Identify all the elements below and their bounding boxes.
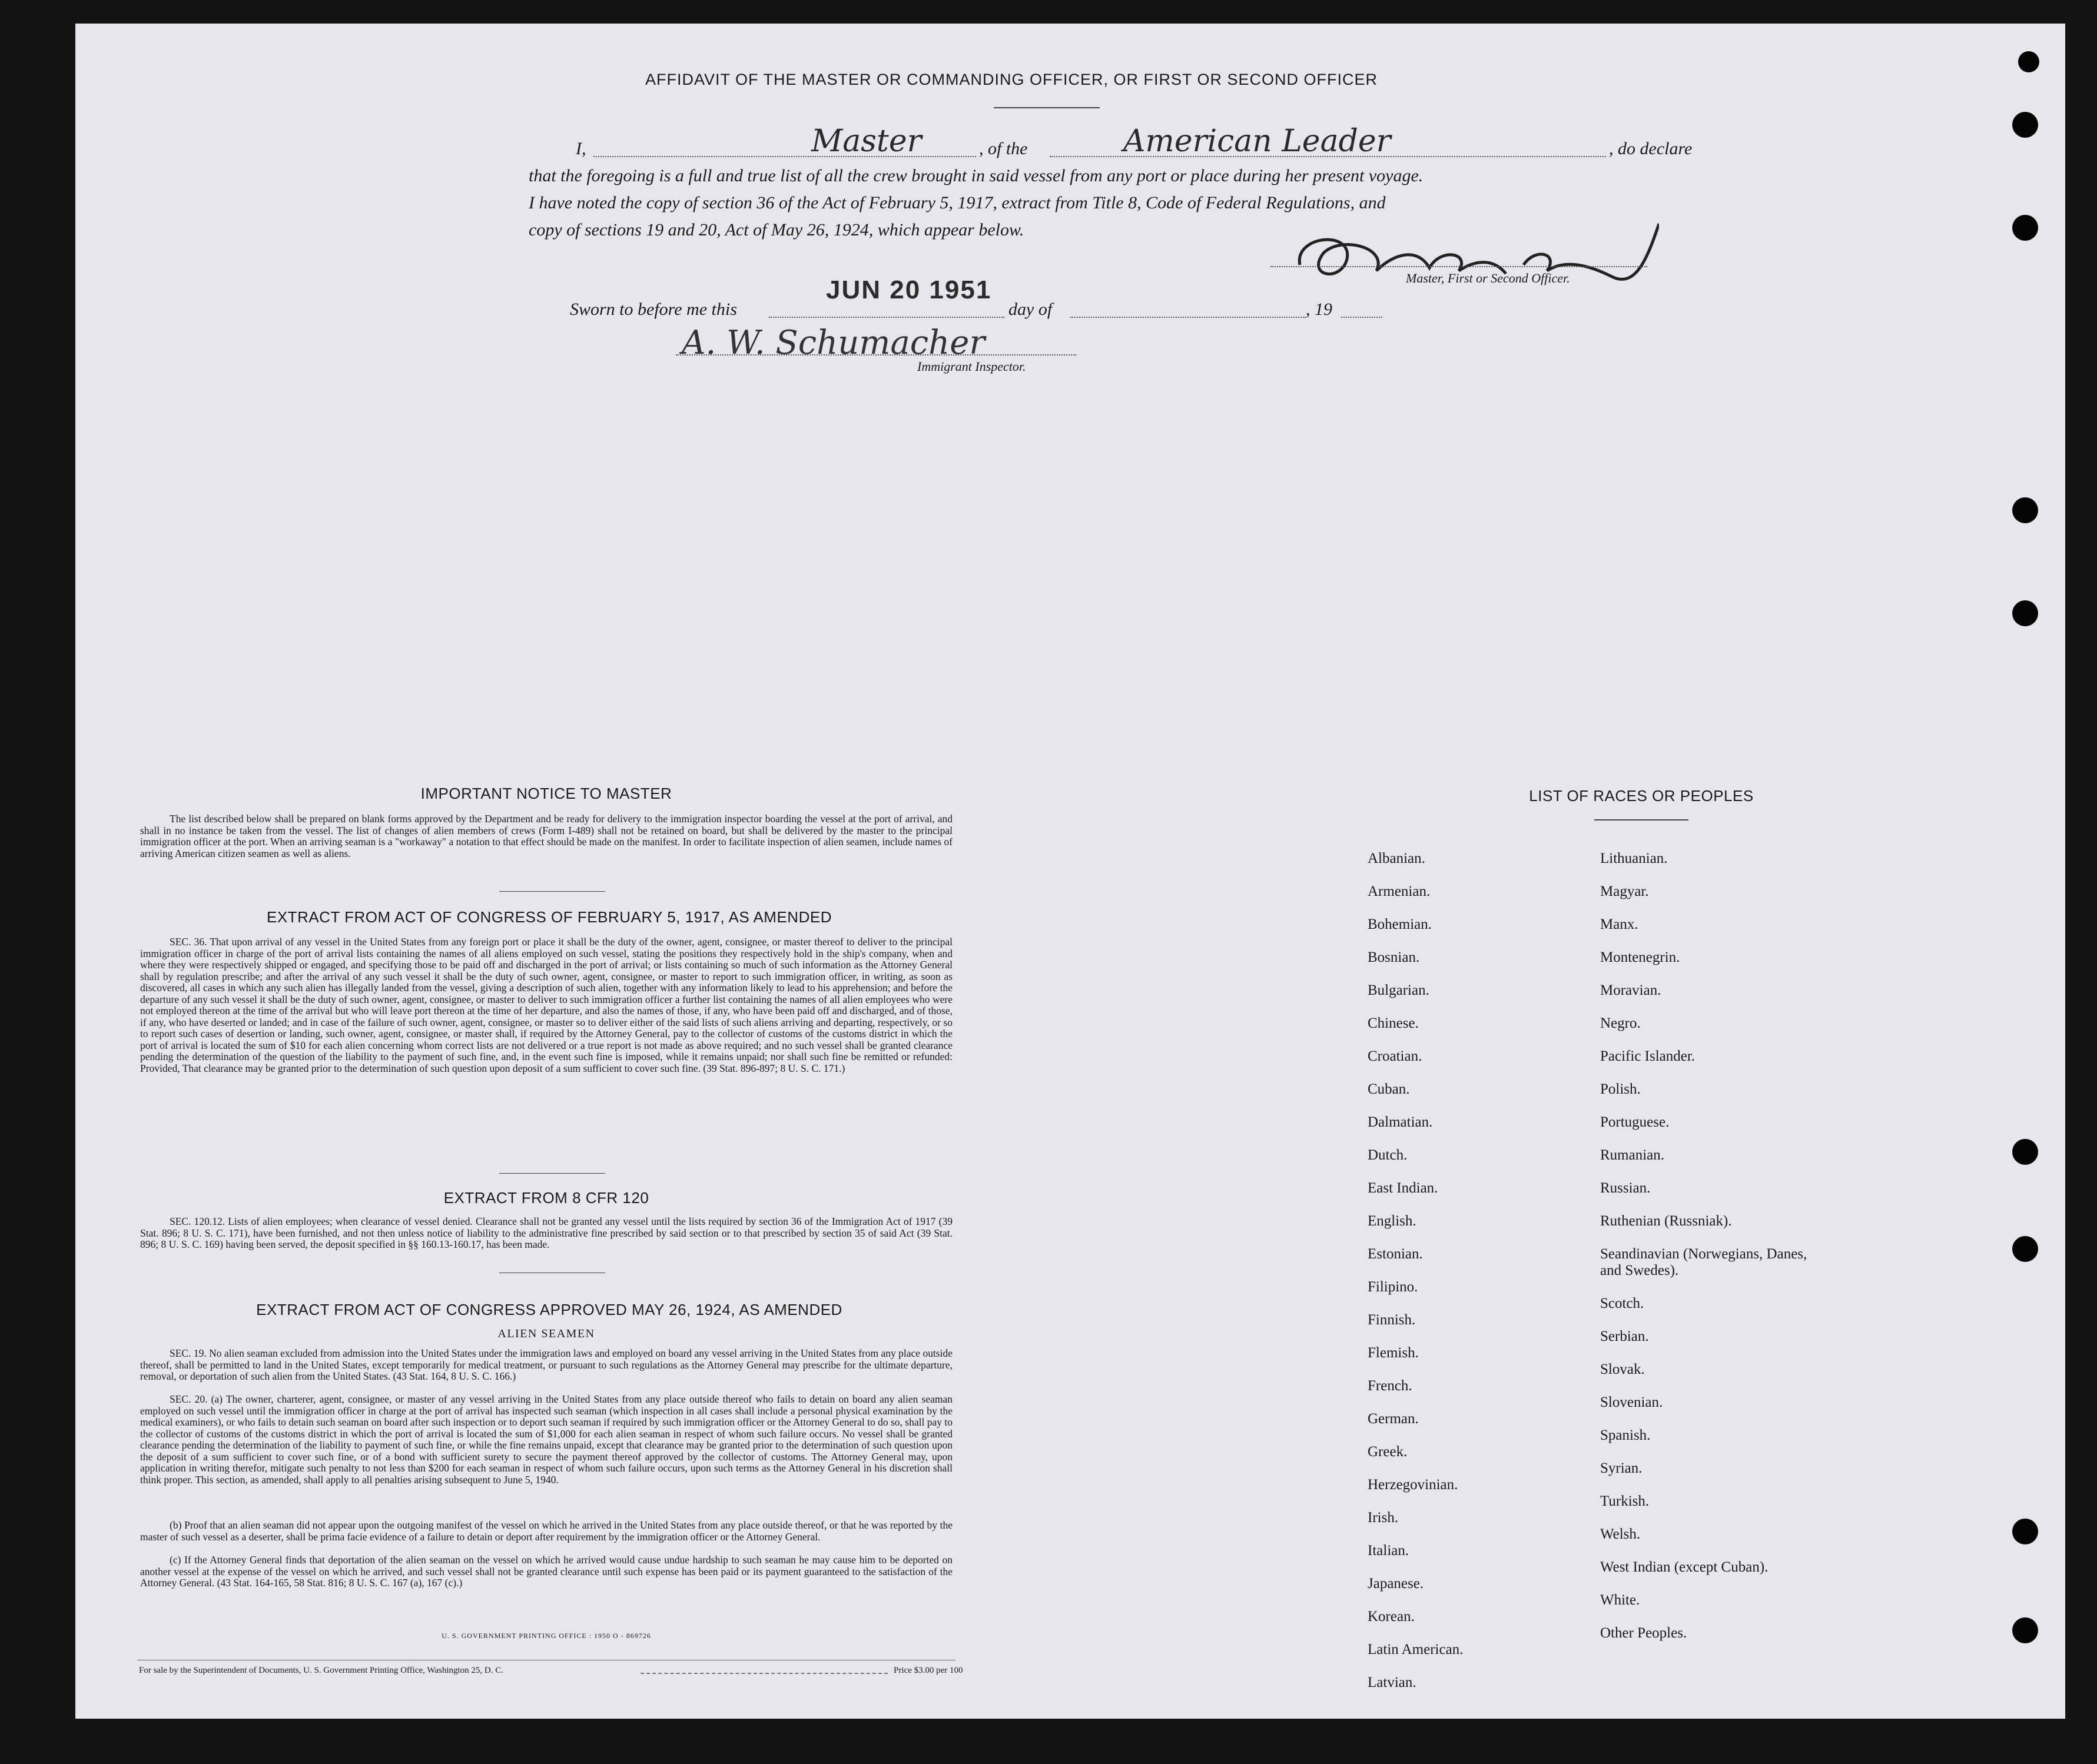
master-signature-caption: Master, First or Second Officer. xyxy=(1406,271,1570,285)
form-page xyxy=(75,24,2065,1719)
race-item: Korean. xyxy=(1368,1609,1415,1625)
race-item: Latin American. xyxy=(1368,1642,1464,1657)
race-item: Cuban. xyxy=(1368,1081,1410,1097)
race-item: Latvian. xyxy=(1368,1675,1416,1690)
race-item: Slovak. xyxy=(1600,1361,1645,1377)
cfr-title: EXTRACT FROM 8 CFR 120 xyxy=(443,1189,649,1207)
year-prefix: , 19 xyxy=(1306,300,1332,319)
punch-hole xyxy=(2012,112,2038,138)
punch-hole xyxy=(2012,1139,2038,1165)
extract-1924-subtitle: ALIEN SEAMEN xyxy=(497,1327,595,1340)
race-item: Polish. xyxy=(1600,1081,1641,1097)
race-item: Armenian. xyxy=(1368,883,1431,899)
race-item: Negro. xyxy=(1600,1015,1641,1031)
race-item: Magyar. xyxy=(1600,883,1649,899)
extract-1917-title: EXTRACT FROM ACT OF CONGRESS OF FEBRUARY 5, 1917, AS AMENDED xyxy=(267,908,832,926)
punch-hole xyxy=(2018,51,2039,72)
master-signature-line xyxy=(1270,266,1647,267)
race-item: Bulgarian. xyxy=(1368,982,1429,998)
extract-1924-sec19: SEC. 19. No alien seaman excluded from admission into the United States under the immigration laws and employed on board any vessel arriving in the United States from any place outside thereof, shall be permitted to land in the United States, except temporarily for medical treatment, or pursuant to such regulations as the Attorney General may prescribe for the ultimate departure, removal, or deportation of such alien from the United States. (43 Stat. 164, 8 U. S. C. 166.) xyxy=(140,1347,953,1382)
extract-1924-sec20c: (c) If the Attorney General finds that deportation of the alien seaman on the vessel on which he arrived would cause undue hardship to such seaman he may cause him to be deported on another vessel at the expense of the vessel on which he arrived, and such vessel shall not be granted clearance until such expense has been paid or its payment guaranteed to the satisfaction of the Attorney General. (43 Stat. 164-165, 58 Stat. 816; 8 U. S. C. 167 (a), 167 (c).) xyxy=(140,1554,953,1589)
extract-1924-sec20b: (b) Proof that an alien seaman did not appear upon the outgoing manifest of the vessel on which he arrived in the United States from any place outside thereof, or that he was reported by the master of such vessel as a deserter, shall be prima facie evidence of a failure to detain or deport after requirement by the immigration officer or the Attorney General. xyxy=(140,1519,953,1543)
affidavit-line4: copy of sections 19 and 20, Act of May 26, 1924, which appear below. xyxy=(529,220,1024,240)
race-item: Filipino. xyxy=(1368,1279,1418,1295)
race-item: Bohemian. xyxy=(1368,916,1432,932)
cfr-body: SEC. 120.12. Lists of alien employees; when clearance of vessel denied. Clearance shall not be granted any vessel until the lists required by section 36 of the Immigration Act of 1917 (39 Stat. 896; 8 U. S. C. 171), have been furnished, and not then unless notice of liability to the administrative fine prescribed by said section or to that prescribed by section 35 of said Act (39 Stat. 896; 8 U. S. C. 169) having been served, the deposit specified in §§ 160.13-160.17, has been made. xyxy=(140,1215,953,1250)
race-item: Japanese. xyxy=(1368,1576,1424,1592)
race-item: Flemish. xyxy=(1368,1345,1419,1361)
race-item: Dalmatian. xyxy=(1368,1114,1433,1130)
race-item: Turkish. xyxy=(1600,1493,1650,1509)
race-item: Pacific Islander. xyxy=(1600,1048,1695,1064)
race-item: Slovenian. xyxy=(1600,1394,1663,1410)
inspector-caption: Immigrant Inspector. xyxy=(917,359,1026,374)
race-item: Seandinavian (Norwegians, Danes, and Swedes). xyxy=(1600,1246,1807,1278)
notice-title: IMPORTANT NOTICE TO MASTER xyxy=(420,785,672,802)
race-item: East Indian. xyxy=(1368,1180,1438,1196)
race-item: West Indian (except Cuban). xyxy=(1600,1559,1768,1575)
race-item: Irish. xyxy=(1368,1510,1399,1526)
race-item: Ruthenian (Russniak). xyxy=(1600,1213,1732,1229)
affidavit-line2: that the foregoing is a full and true list of all the crew brought in said vessel from any port or place during her present voyage. xyxy=(529,166,1424,185)
title-rule xyxy=(994,107,1100,108)
race-item: Italian. xyxy=(1368,1543,1409,1559)
vessel-handwriting: American Leader xyxy=(1123,124,1391,159)
race-item: Rumanian. xyxy=(1600,1147,1665,1163)
race-item: Bosnian. xyxy=(1368,949,1420,965)
race-item: Syrian. xyxy=(1600,1460,1643,1476)
race-item: Estonian. xyxy=(1368,1246,1423,1262)
sworn-year-line xyxy=(1341,317,1382,318)
printer-line: U. S. GOVERNMENT PRINTING OFFICE : 1950 O - 869726 xyxy=(442,1632,651,1640)
punch-hole xyxy=(2012,1519,2038,1544)
affidavit-title: AFFIDAVIT OF THE MASTER OR COMMANDING OFFICER, OR FIRST OR SECOND OFFICER xyxy=(645,71,1378,88)
footer-left: For sale by the Superintendent of Documents, U. S. Government Printing Office, Washington 25, D. C. xyxy=(139,1666,503,1675)
race-item: French. xyxy=(1368,1378,1412,1394)
race-item: German. xyxy=(1368,1411,1419,1427)
race-item: Lithuanian. xyxy=(1600,851,1668,866)
punch-hole xyxy=(2012,497,2038,523)
affidavit-of-the: , of the xyxy=(979,139,1028,158)
extract-1917-body: SEC. 36. That upon arrival of any vessel in the United States from any foreign port or place it shall be the duty of the owner, agent, consignee, or master thereof to deliver to the principal immigration officer in charge of the port of arrival lists containing the names of all aliens employed on such vessel, stating the positions they respectively hold in the ship's company, when and where they were respectively shipped or engaged, and specifying those to be paid off and discharged in the port of arrival; or lists containing so much of such information as the Attorney General shall by regulation prescribe; and after the arrival of any such vessel it shall be the duty of such owner, agent, consignee, or master to report to such immigration officer, in writing, as soon as discovered, all cases in which any such alien has illegally landed from the vessel, giving a description of such alien, together with any information likely to lead to his apprehension; and before the departure of any such vessel it shall be the duty of such owner, agent, consignee, or master to deliver to such immigration officer a further list containing the names of all alien employees who were not employed thereon at the time of the arrival but who will leave port thereon at the time of her departure, and also the names of those, if any, who have been paid off and discharged, and of those, if any, who have deserted or landed; and in case of the failure of such owner, agent, consignee, or master so to deliver either of the said lists of such aliens arriving and departing, respectively, or so to report such cases of desertion or landing, such owner, agent, consignee, or master shall, if required by the Attorney General, pay to the collector of customs of the customs district in which the port of arrival is located the sum of $10 for each alien concerning whom correct lists are not delivered or a true report is not made as above required; and no such vessel shall be granted clearance pending the determination of the question of the liability to the payment of such fine, and, in the event such fine is imposed, while it remains unpaid; nor shall such fine be remitted or refunded: Provided, That clearance may be granted prior to the determination of such question upon deposit of a sum sufficient to cover such fine. (39 Stat. 896-897; 8 U. S. C. 171.) xyxy=(140,936,953,1074)
race-item: Serbian. xyxy=(1600,1328,1649,1344)
officer-handwriting: Master xyxy=(811,124,922,159)
race-item: Russian. xyxy=(1600,1180,1651,1196)
race-item: Dutch. xyxy=(1368,1147,1408,1163)
affidavit-line3: I have noted the copy of section 36 of the Act of February 5, 1917, extract from Title 8, Code of Federal Regulations, and xyxy=(529,193,1386,212)
race-item: White. xyxy=(1600,1592,1640,1608)
race-item: Greek. xyxy=(1368,1444,1408,1460)
sworn-stamp: JUN 20 1951 xyxy=(826,275,992,304)
day-of-label: day of xyxy=(1008,300,1053,319)
races-title: LIST OF RACES OR PEOPLES xyxy=(1529,787,1754,805)
sworn-day-line xyxy=(769,317,1004,318)
divider xyxy=(499,1173,605,1174)
race-item: Herzegovinian. xyxy=(1368,1477,1458,1493)
race-item: Manx. xyxy=(1600,916,1638,932)
race-item: English. xyxy=(1368,1213,1416,1229)
race-item: Other Peoples. xyxy=(1600,1625,1687,1641)
inspector-signature: A. W. Schumacher xyxy=(682,324,986,362)
affidavit-do-declare: , do declare xyxy=(1609,139,1693,158)
footer-leader xyxy=(641,1673,888,1674)
race-item: Moravian. xyxy=(1600,982,1661,998)
race-item: Finnish. xyxy=(1368,1312,1416,1328)
extract-1924-title: EXTRACT FROM ACT OF CONGRESS APPROVED MAY 26, 1924, AS AMENDED xyxy=(256,1301,842,1318)
sworn-month-line xyxy=(1070,317,1306,318)
footer-right: Price $3.00 per 100 xyxy=(894,1666,963,1675)
affidavit-i: I, xyxy=(576,139,586,158)
sworn-label: Sworn to before me this xyxy=(570,300,737,319)
races-title-rule xyxy=(1594,819,1688,820)
race-item: Croatian. xyxy=(1368,1048,1422,1064)
race-item: Portuguese. xyxy=(1600,1114,1670,1130)
punch-hole xyxy=(2012,215,2038,241)
punch-hole xyxy=(2012,1617,2038,1643)
race-item: Montenegrin. xyxy=(1600,949,1680,965)
race-item: Albanian. xyxy=(1368,851,1425,866)
punch-hole xyxy=(2012,1236,2038,1262)
notice-body: The list described below shall be prepared on blank forms approved by the Department and be ready for delivery to the immigration inspector boarding the vessel at the port of arrival, and shall in no instance be taken from the vessel. The list of changes of alien members of crews (Form I-489) shall not be retained on board, but shall be delivered by the master to the principal immigration officer at the port. When an arriving seaman is a "workaway" a notation to that effect should be made on the manifest. In order to facilitate inspection of alien seamen, include names of arriving American citizen seamen as well as aliens. xyxy=(140,813,953,859)
punch-hole xyxy=(2012,600,2038,626)
divider xyxy=(499,891,605,892)
race-item: Welsh. xyxy=(1600,1526,1641,1542)
race-item: Scotch. xyxy=(1600,1295,1644,1311)
race-item: Chinese. xyxy=(1368,1015,1419,1031)
inspector-signature-line xyxy=(676,354,1076,356)
race-item: Spanish. xyxy=(1600,1427,1651,1443)
extract-1924-sec20a: SEC. 20. (a) The owner, charterer, agent, consignee, or master of any vessel arriving in the United States from any place outside thereof who fails to detain on board any alien seaman employed on such vessel until the immigration officer in charge at the port of arrival has inspected such seaman (which inspection in all cases shall include a personal physical examination by the medical examiners), or who fails to detain such seaman on board after such inspection or to deport such seaman if required by such immigration officer or the Attorney General to do so, shall pay to the collector of customs of the customs district in which the port of arrival is located the sum of $1,000 for each alien seaman in respect of whom such failure occurs. No vessel shall be granted clearance pending the determination of the liability to payment of such fine, or while the fine remains unpaid, except that clearance may be granted prior to the determination of such question upon the deposit of a sum sufficient to cover such fine, or of a bond with sufficient surety to secure the payment thereof approved by the collector of customs. The Attorney General may, upon application in writing therefor, mitigate such penalty to not less than $200 for each seaman in respect of whom such failure occurs, upon such terms as the Attorney General in his discretion shall think proper. This section, as amended, shall apply to all penalties arising subsequent to June 5, 1940. xyxy=(140,1393,953,1486)
